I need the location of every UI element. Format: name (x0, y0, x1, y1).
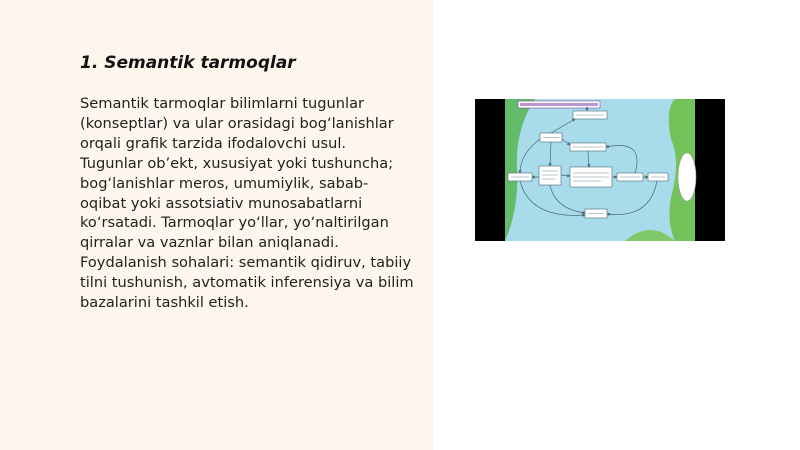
network-diagram-image (475, 99, 725, 241)
body-line: (konseptlar) va ular orasidagi bog‘lanishlar (80, 114, 394, 132)
semantic-network-figure (475, 99, 725, 241)
body-line: Semantik tarmoqlar bilimlarni tugunlar (80, 95, 365, 112)
body-line: Tugunlar ob’ekt, xususiyat yoki tushuncha; (80, 154, 394, 172)
left-bar (475, 99, 505, 241)
slide-body (80, 94, 425, 313)
slide-title: 1. Semantik tarmoqlar (80, 53, 296, 73)
side-bubble (678, 153, 696, 201)
body-line: orqali grafik tarzida ifodalovchi usul. (80, 134, 347, 152)
body-line: bog‘lanishlar meros, umumiylik, sabab- (80, 174, 369, 192)
right-bar (695, 99, 725, 241)
body-line: qirralar va vaznlar bilan aniqlanadi. (80, 234, 339, 252)
body-line: Foydalanish sohalari: semantik qidiruv, tabiiy (80, 254, 412, 272)
body-line: ko‘rsatadi. Tarmoqlar yo‘llar, yo‘naltirilgan (80, 214, 389, 232)
body-line: bazalarini tashkil etish. (80, 294, 249, 312)
body-line: tilni tushunish, avtomatik inferensiya va bilim (80, 274, 414, 292)
node-left-center (539, 166, 561, 185)
body-line: oqibat yoki assotsiativ munosabatlarni (80, 194, 363, 212)
